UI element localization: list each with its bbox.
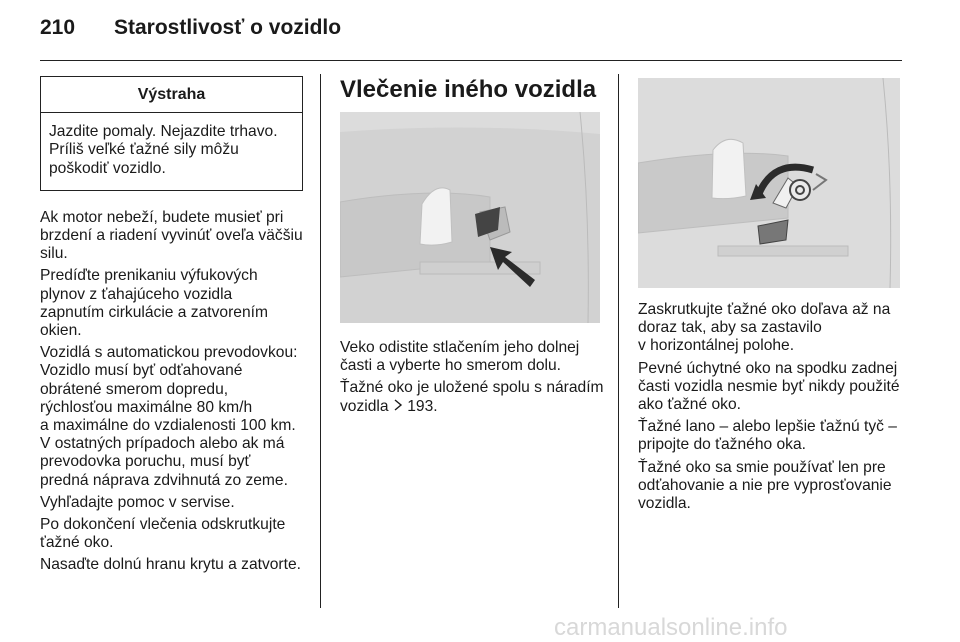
page-number: 210 [40, 16, 76, 39]
paragraph-usage: Ťažné oko sa smie používať len pre odťahovanie a nie pre vyprosťovanie vozidla. [638, 458, 892, 513]
paragraph-fixed-eye: Pevné úchytné oko na spodku zadnej časti vozidla nesmie byť nikdy použité ako ťažné oko. [638, 359, 900, 414]
paragraph-tow-rope: Ťažné lano – alebo lepšie ťažnú tyč – pripojte do ťažného oka. [638, 418, 897, 454]
right-column-text [638, 301, 903, 517]
paragraph-tow-eye-location: Ťažné oko je uložené spolu s náradím vozidla 193. [340, 379, 604, 415]
middle-column-text [340, 339, 610, 420]
figure-tow-eye-install [638, 78, 900, 288]
warning-line: poškodiť vozidlo. [49, 159, 166, 177]
warning-line: Príliš veľké ťažné sily môžu [49, 141, 239, 159]
paragraph-cover: Nasaďte dolnú hranu krytu a zatvorte. [40, 556, 301, 574]
warning-line: Jazdite pomaly. Nejazdite trhavo. [49, 123, 278, 141]
paragraph-unscrew: Po dokončení vlečenia odskrutkujte ťažné oko. [40, 516, 286, 552]
page-reference-arrow-icon [393, 399, 403, 411]
paragraph-engine-off: Ak motor nebeží, budete musieť pri brzdení a riadení vyvinúť oveľa väčšiu silu. [40, 208, 303, 263]
warning-box [40, 76, 303, 191]
paragraph-screw-in: Zaskrutkujte ťažné oko doľava až na doraz tak, aby sa zastavilo v horizontálnej polohe. [638, 301, 891, 355]
reference-page[interactable]: 193. [407, 397, 438, 415]
chapter-title: Starostlivosť o vozidlo [114, 16, 342, 39]
header-divider [40, 60, 902, 61]
left-column [40, 76, 312, 579]
paragraph-service: Vyhľadajte pomoc v servise. [40, 493, 235, 511]
column-divider-right [618, 74, 619, 608]
paragraph-release-cover: Veko odistite stlačením jeho dolnej časti a vyberte ho smerom dolu. [340, 339, 580, 375]
section-title: Vlečenie iného vozidla [340, 76, 597, 103]
paragraph-automatic: Vozidlá s automatickou prevodovkou: Vozidlo musí byť odťahované obrátené smerom dopredu, rýchlosťou maximálne 80 km/h a maximálne do vzdialenosti 100 km. V ostatných prípadoch alebo ak má prevodovka poruchu, musí byť predná náprava zdvihnutá zo zeme. [40, 344, 298, 489]
warning-title: Výstraha [41, 77, 302, 113]
column-divider-left [320, 74, 321, 608]
paragraph-exhaust: Predíďte prenikaniu výfukových plynov z ťahajúceho vozidla zapnutím cirkulácie a zatvorením okien. [40, 267, 268, 340]
warning-text [41, 113, 302, 190]
watermark: carmanualsonline.info [554, 614, 788, 641]
figure-cover-removal [340, 112, 600, 323]
page-header [40, 16, 341, 40]
